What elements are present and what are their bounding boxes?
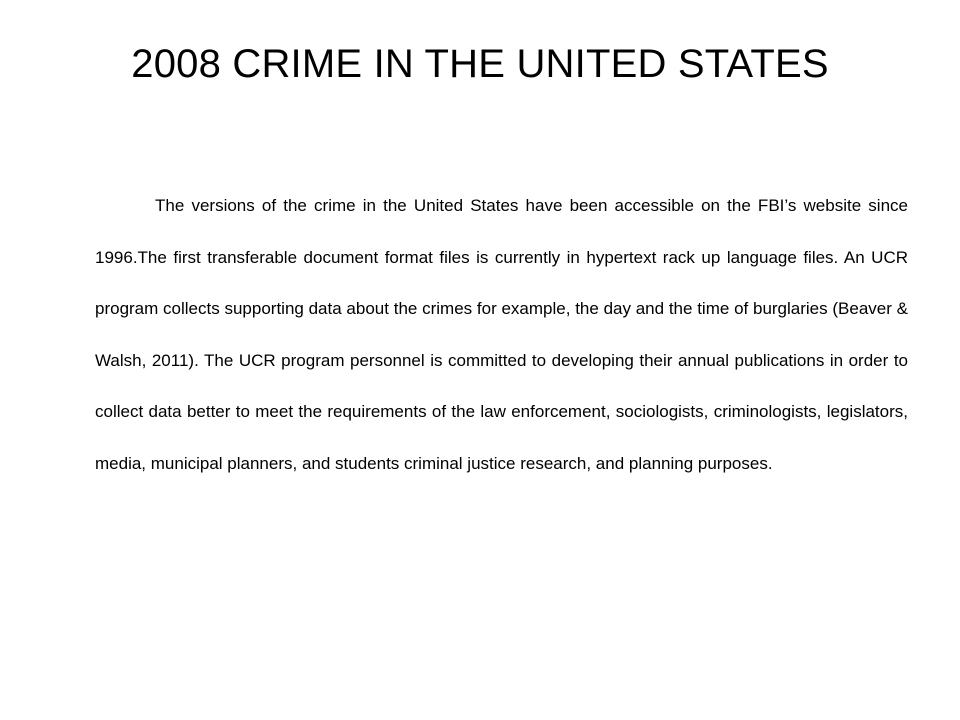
slide-title: 2008 CRIME IN THE UNITED STATES — [131, 42, 829, 86]
body-paragraph: The versions of the crime in the United States have been accessible on the FBI’s website since 1996.The first transferable document format files is currently in hypertext rack up language files. An UCR program collects supporting data about the crimes for example, the day and the time of burglaries (Beaver & Walsh, 2011). The UCR program personnel is committed to developing their annual publications in order to collect data better to meet the requirements of the law enforcement, sociologists, criminologists, legislators, media, municipal planners, and students criminal justice research, and planning purposes. — [95, 196, 908, 473]
